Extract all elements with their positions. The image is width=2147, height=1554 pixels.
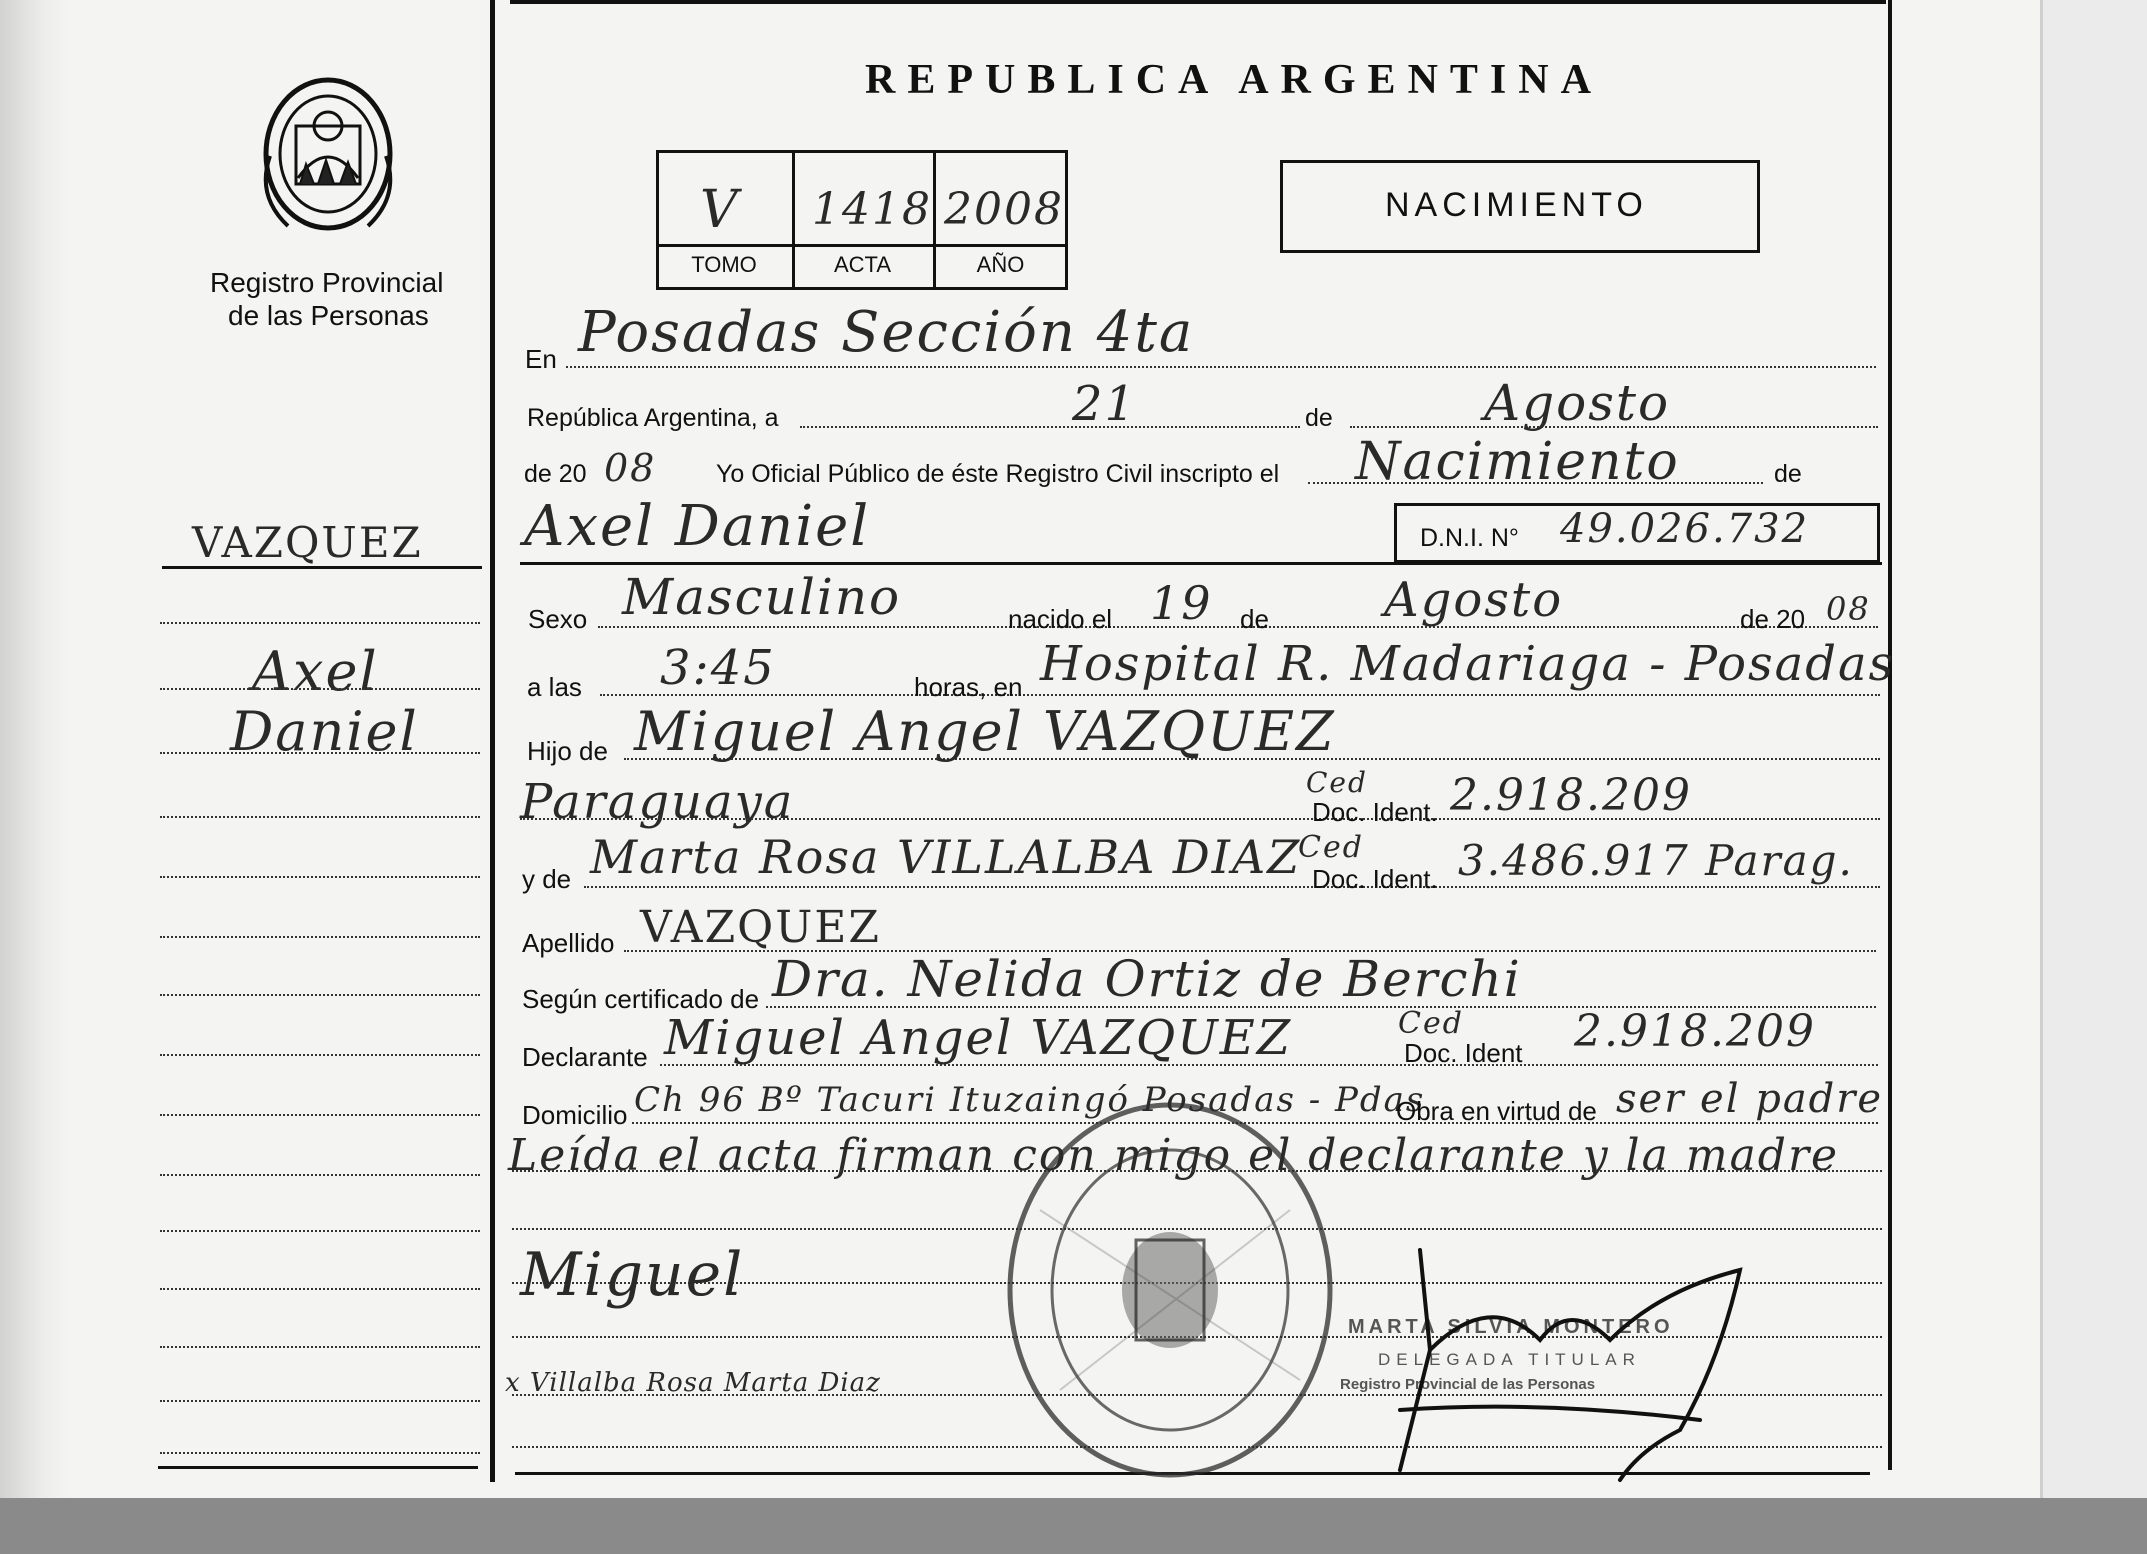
value-lugar: Posadas Sección 4ta: [578, 300, 1195, 365]
right-border: [1888, 0, 1892, 1470]
value-dni: 49.026.732: [1560, 506, 1810, 552]
label-obra: Obra en virtud de: [1396, 1096, 1597, 1126]
value-padre-nac: Paraguaya: [520, 774, 795, 830]
margin-rule: [160, 752, 480, 754]
value-nombre: Axel Daniel: [524, 494, 871, 559]
line-sexo: [598, 626, 1878, 628]
label-de20: de 20: [524, 460, 587, 488]
page-title: REPUBLICA ARGENTINA: [865, 57, 1603, 103]
margin-rule: [160, 1114, 480, 1116]
margin-rule: [160, 622, 480, 624]
value-lugar-nac: Hospital R. Madariaga - Posadas: [1040, 636, 1896, 692]
ced-mark-2: Ced: [1298, 830, 1364, 865]
margin-rule: [160, 1288, 480, 1290]
value-obra: ser el padre: [1616, 1076, 1884, 1122]
official-name: MARTA SILVIA MONTERO: [1348, 1316, 1674, 1338]
next-page-edge: [2040, 0, 2147, 1554]
ced-mark-3: Ced: [1398, 1006, 1464, 1041]
top-border: [510, 0, 1886, 4]
document-type: NACIMIENTO: [1385, 186, 1648, 224]
label-domicilio: Domicilio: [522, 1100, 628, 1130]
label-doc-ident-3: Doc. Ident: [1404, 1038, 1523, 1068]
margin-given-2: Daniel: [230, 700, 419, 763]
margin-rule: [160, 994, 480, 996]
value-dia-nac: 19: [1150, 576, 1213, 630]
margin-rule: [160, 936, 480, 938]
label-horas: horas, en: [914, 672, 1023, 702]
label-sexo: Sexo: [528, 604, 588, 634]
margin-surname: VAZQUEZ: [192, 518, 423, 567]
label-alas: a las: [527, 672, 582, 702]
value-declarante-doc: 2.918.209: [1574, 1006, 1816, 1057]
margin-rule: [160, 1054, 480, 1056]
label-hijo: Hijo de: [527, 736, 608, 766]
provincial-seal-icon: [248, 66, 408, 241]
value-dia: 21: [1072, 376, 1138, 432]
value-domicilio: Ch 96 Bº Tacuri Ituzaingó Posadas - Pdas: [634, 1080, 1426, 1120]
label-yde: y de: [522, 864, 572, 894]
line-hora: [600, 694, 1880, 696]
value-apellido: VAZQUEZ: [640, 902, 881, 953]
tomo-value: V: [700, 180, 740, 240]
label-doc-ident-2: Doc. Ident.: [1312, 864, 1438, 894]
value-padre: Miguel Angel VAZQUEZ: [634, 700, 1336, 763]
label-declarante: Declarante: [522, 1042, 648, 1072]
label-en: En: [525, 344, 557, 374]
margin-given-1: Axel: [252, 640, 379, 703]
margin-bottom-line: [158, 1466, 478, 1469]
record-box-divider: [656, 244, 1068, 247]
label-nacido: nacido el: [1008, 604, 1113, 634]
label-de-end: de: [1774, 460, 1802, 488]
signature-mother: x Villalba Rosa Marta Diaz: [505, 1368, 881, 1398]
official-round-stamp-icon: [1000, 1090, 1340, 1490]
acta-value: 1418: [812, 184, 932, 235]
margin-rule: [160, 816, 480, 818]
official-title: DELEGADA TITULAR: [1378, 1350, 1641, 1369]
margin-rule: [160, 1230, 480, 1232]
margin-rule: [160, 1452, 480, 1454]
line-en: [566, 366, 1876, 368]
margin-rule: [160, 1400, 480, 1402]
value-certificado: Dra. Nelida Ortiz de Berchi: [772, 950, 1522, 1008]
margin-surname-underline: [162, 566, 482, 569]
anio-value: 2008: [944, 184, 1064, 235]
label-apellido: Apellido: [522, 928, 615, 958]
value-hora: 3:45: [660, 640, 776, 696]
book-bottom-edge: [0, 1498, 2147, 1554]
agency-line-2: de las Personas: [228, 300, 429, 331]
official-signature-icon: [1340, 1230, 1760, 1490]
tomo-label: TOMO: [691, 252, 757, 277]
value-leida: Leída el acta firman con migo el declarante y la madre: [508, 1130, 1840, 1181]
page-gutter-shadow: [0, 0, 70, 1500]
label-oficial: Yo Oficial Público de éste Registro Civil inscripto el: [716, 460, 1280, 488]
label-doc-ident: Doc. Ident.: [1312, 797, 1438, 827]
value-madre-doc: 3.486.917 Parag.: [1458, 836, 1854, 885]
margin-rule: [160, 1174, 480, 1176]
line-dia: [800, 426, 1300, 428]
value-anio-nac: 08: [1826, 590, 1871, 628]
value-anio-short: 08: [604, 446, 657, 490]
value-declarante: Miguel Angel VAZQUEZ: [664, 1010, 1293, 1066]
acta-label: ACTA: [833, 252, 892, 277]
margin-divider: [490, 0, 495, 1482]
label-de: de: [1305, 404, 1333, 432]
margin-rule: [160, 688, 480, 690]
label-de2: de: [1240, 604, 1269, 634]
label-republica: República Argentina, a: [527, 404, 779, 432]
signature-father: Miguel: [520, 1240, 745, 1310]
margin-rule: [160, 876, 480, 878]
value-mes: Agosto: [1484, 374, 1671, 432]
ced-mark-1: Ced: [1306, 766, 1368, 799]
agency-line-1: Registro Provincial: [210, 267, 444, 298]
value-madre: Marta Rosa VILLALBA DIAZ: [590, 830, 1302, 884]
label-de2000: de 20: [1740, 604, 1806, 634]
anio-label: AÑO: [976, 252, 1025, 277]
value-padre-doc: 2.918.209: [1450, 770, 1692, 821]
label-segun: Según certificado de: [522, 984, 760, 1014]
value-sexo: Masculino: [622, 568, 902, 626]
value-inscripto: Nacimiento: [1355, 432, 1680, 492]
value-mes-nac: Agosto: [1384, 572, 1564, 628]
margin-rule: [160, 1346, 480, 1348]
official-agency: Registro Provincial de las Personas: [1340, 1376, 1596, 1393]
line-madre: [584, 886, 1880, 888]
label-dni: D.N.I. N°: [1420, 524, 1519, 552]
